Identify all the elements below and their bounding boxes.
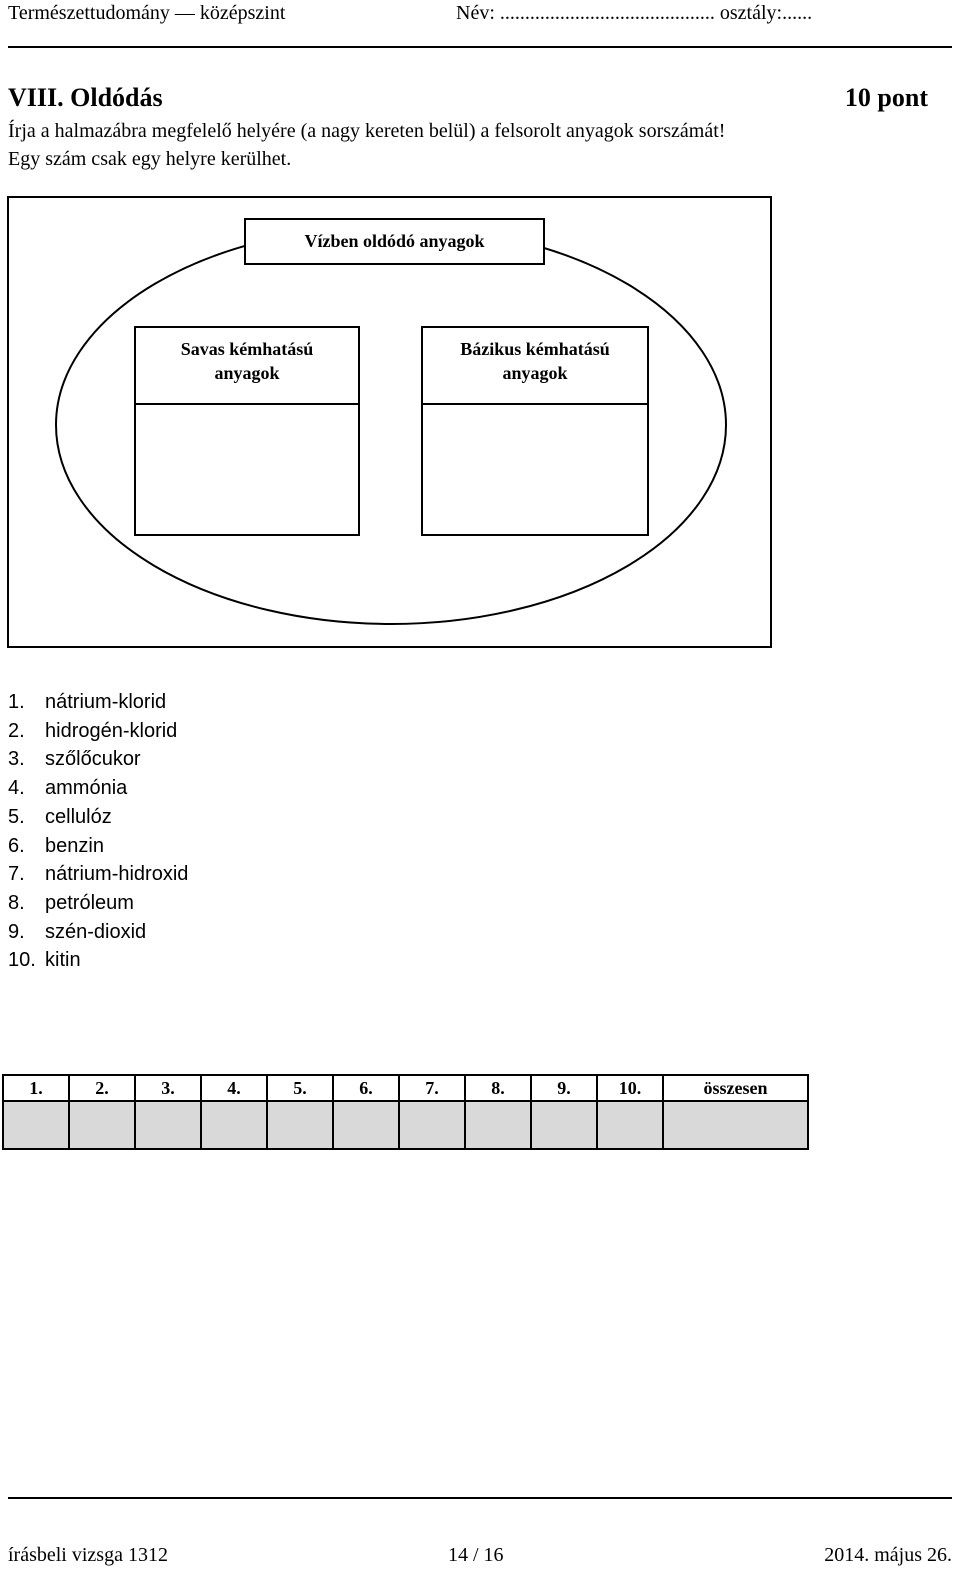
score-header-cell: 7. xyxy=(399,1075,465,1101)
instruction-line-1: Írja a halmazábra megfelelő helyére (a nagy kereten belül) a felsorolt anyagok sorszámát! xyxy=(8,120,726,142)
list-item: 7. nátrium-hidroxid xyxy=(8,863,189,886)
score-header-cell: 3. xyxy=(135,1075,201,1101)
score-cell[interactable] xyxy=(399,1101,465,1149)
score-cell[interactable] xyxy=(465,1101,531,1149)
ellipse-label: Vízben oldódó anyagok xyxy=(304,231,485,251)
basic-label-line-2: anyagok xyxy=(502,363,568,383)
acidic-label-line-2: anyagok xyxy=(214,363,280,383)
name-class-field: Név: ........................................... osztály:...... xyxy=(456,2,813,24)
score-header-cell: 10. xyxy=(597,1075,663,1101)
list-item: 6. benzin xyxy=(8,834,104,857)
page-footer xyxy=(8,1541,952,1569)
score-header-cell: 8. xyxy=(465,1075,531,1101)
footer-divider xyxy=(8,1497,952,1499)
score-cell[interactable] xyxy=(69,1101,135,1149)
score-header-cell: 4. xyxy=(201,1075,267,1101)
score-cell[interactable] xyxy=(597,1101,663,1149)
acidic-label-line-1: Savas kémhatású xyxy=(180,339,314,359)
score-cell[interactable] xyxy=(267,1101,333,1149)
basic-box-label xyxy=(422,337,648,385)
score-header-row xyxy=(3,1075,808,1101)
instruction-line-2: Egy szám csak egy helyre kerülhet. xyxy=(8,148,292,170)
score-header-cell: 5. xyxy=(267,1075,333,1101)
score-header-cell: 9. xyxy=(531,1075,597,1101)
page-number: 14 / 16 xyxy=(448,1544,504,1566)
score-cell[interactable] xyxy=(531,1101,597,1149)
score-header-cell: 6. xyxy=(333,1075,399,1101)
score-table xyxy=(2,1074,809,1150)
acidic-box-label xyxy=(135,337,359,385)
basic-label-line-1: Bázikus kémhatású xyxy=(460,339,610,359)
list-item: 9. szén-dioxid xyxy=(8,920,147,943)
score-header-total: összesen xyxy=(663,1075,808,1101)
score-total-cell[interactable] xyxy=(663,1101,808,1149)
score-header-cell: 2. xyxy=(69,1075,135,1101)
score-cell[interactable] xyxy=(201,1101,267,1149)
list-item: 8. petróleum xyxy=(8,891,134,914)
task-points: 10 pont xyxy=(844,83,928,112)
score-header-cell: 1. xyxy=(3,1075,69,1101)
subject-level: Természettudomány — középszint xyxy=(8,2,286,24)
substance-list xyxy=(8,688,188,975)
score-value-row xyxy=(3,1101,808,1149)
exam-code: írásbeli vizsga 1312 xyxy=(8,1544,168,1566)
list-item: 3. szőlőcukor xyxy=(8,748,141,771)
list-item: 10. kitin xyxy=(8,949,81,972)
score-cell[interactable] xyxy=(333,1101,399,1149)
task-title: VIII. Oldódás xyxy=(8,83,163,112)
exam-date: 2014. május 26. xyxy=(824,1544,952,1566)
list-item: 1. nátrium-klorid xyxy=(8,691,167,713)
list-item: 2. hidrogén-klorid xyxy=(8,719,178,742)
list-item: 4. ammónia xyxy=(8,777,128,800)
score-cell[interactable] xyxy=(135,1101,201,1149)
score-cell[interactable] xyxy=(3,1101,69,1149)
list-item: 5. cellulóz xyxy=(8,805,112,828)
